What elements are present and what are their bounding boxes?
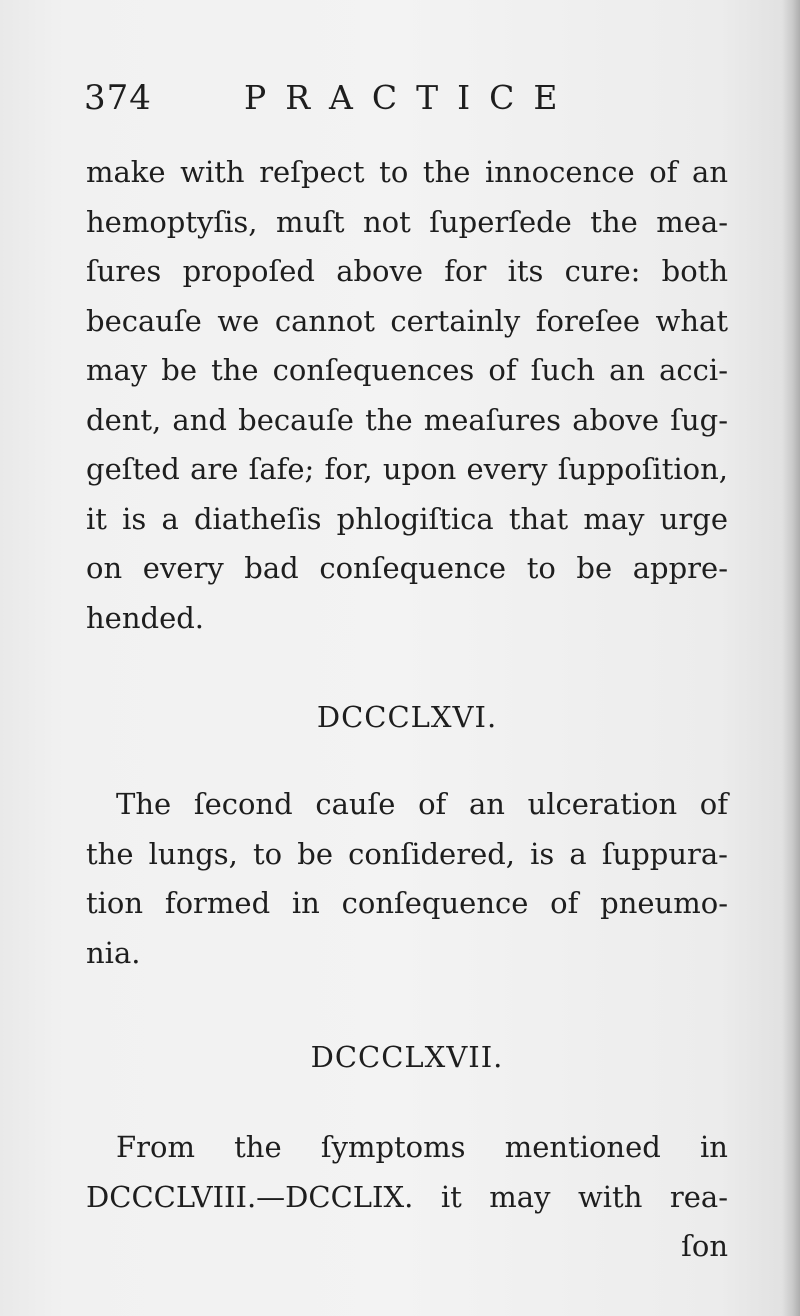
running-head <box>84 78 724 128</box>
text-line: on every bad conſequence to be appre- <box>86 551 728 585</box>
text-line: the lungs, to be conſidered, is a ſuppura- <box>86 836 728 871</box>
text-line: DCCCLVIII.—DCCLIX. it may with rea- <box>86 1179 728 1214</box>
section-heading-dccclxvi: DCCCLXVI. <box>316 700 498 734</box>
section-heading-dccclxvii: DCCCLXVII. <box>310 1040 504 1074</box>
paragraph-dccclxvi <box>86 780 728 978</box>
paragraph-continued <box>86 148 728 643</box>
page-number: 374 <box>84 78 152 118</box>
text-line: geſted are ſafe; for, upon every ſuppoſition, <box>86 452 728 486</box>
catchword: ſon <box>681 1229 728 1263</box>
page-edge-shadow <box>782 0 800 1316</box>
text-line: becauſe we cannot certainly foreſee what <box>86 303 728 338</box>
text-line: hemoptyſis, muſt not ſuperſede the mea- <box>86 204 728 239</box>
running-title: PRACTICE <box>244 78 577 117</box>
text-line: tion formed in conſequence of pneumo- <box>86 886 728 920</box>
text-line: dent, and becauſe the meaſures above ſug- <box>86 402 728 437</box>
text-line: ſures propoſed above for its cure: both <box>86 254 728 288</box>
paragraph-dccclxvii <box>86 1123 728 1272</box>
text-line: may be the conſequences of ſuch an acci- <box>86 353 728 387</box>
text-line: it is a diatheſis phlogiſtica that may urge <box>86 501 728 536</box>
text-line: The ſecond cauſe of an ulceration of <box>116 787 728 821</box>
text-line: From the ſymptoms mentioned in <box>116 1130 728 1164</box>
text-line: nia. <box>86 935 141 970</box>
text-line: make with reſpect to the innocence of an <box>86 155 728 189</box>
text-line: hended. <box>86 600 205 635</box>
